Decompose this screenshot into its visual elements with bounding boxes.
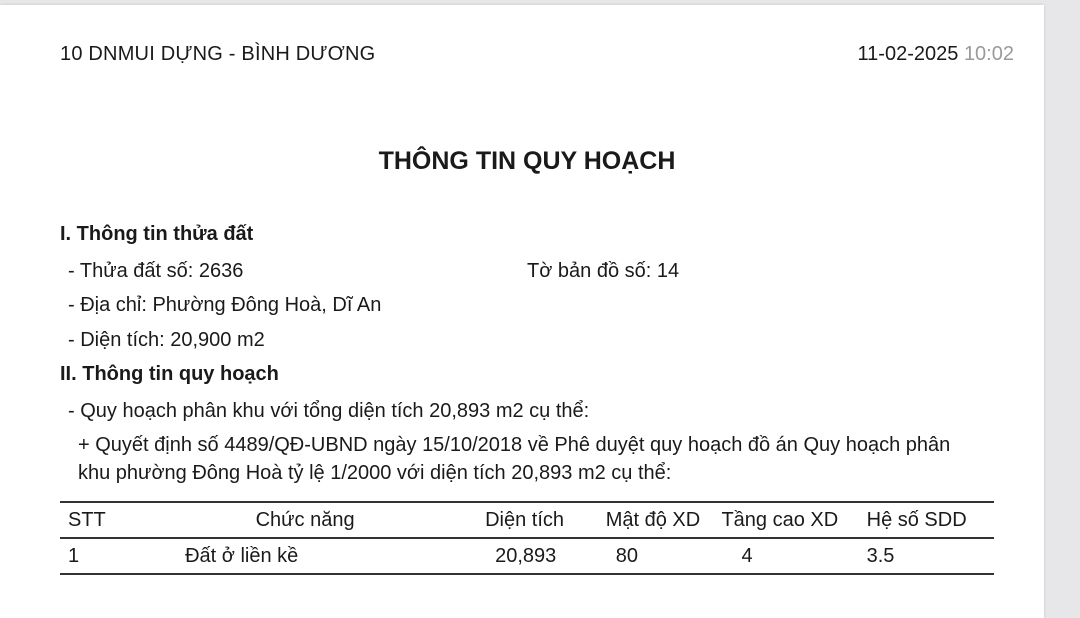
table-header-row: [60, 502, 994, 538]
table-row: [60, 538, 994, 574]
planning-decision-continued: khu phường Đông Hoà tỷ lệ 1/2000 với diện tích 20,893 m2 cụ thể:: [78, 462, 672, 484]
col-area: Diện tích: [485, 508, 565, 531]
cell-function: Đất ở liền kề: [185, 544, 299, 567]
header-organization: 10 DNMUI DỰNG - BÌNH DƯƠNG: [60, 43, 376, 65]
document-page: [0, 5, 1044, 618]
page-title: THÔNG TIN QUY HOẠCH: [378, 147, 676, 175]
section-planning-heading: II. Thông tin quy hoạch: [60, 363, 279, 385]
col-function: Chức năng: [255, 508, 355, 531]
planning-table: [60, 501, 994, 575]
col-land-use-coefficient: Hệ số SDD: [866, 508, 967, 531]
header-time: 10:02: [963, 43, 1014, 65]
parcel-address: - Địa chỉ: Phường Đông Hoà, Dĩ An: [68, 294, 382, 316]
col-floors: Tầng cao XD: [721, 508, 839, 531]
header-datetime: [858, 43, 1014, 66]
section-parcel-heading: I. Thông tin thửa đất: [60, 223, 254, 245]
cell-floors: 4: [741, 544, 753, 567]
cell-stt: 1: [68, 544, 80, 567]
cell-land-use-coefficient: 3.5: [866, 544, 895, 567]
planning-summary: - Quy hoạch phân khu với tổng diện tích 20,893 m2 cụ thể:: [68, 400, 590, 422]
cell-density: 80: [615, 544, 638, 567]
col-stt: STT: [68, 508, 106, 531]
planning-decision: + Quyết định số 4489/QĐ-UBND ngày 15/10/2018 về Phê duyệt quy hoạch đồ án Quy hoạch phân: [78, 434, 951, 456]
map-sheet-number: Tờ bản đồ số: 14: [527, 260, 680, 282]
header-date: 11-02-2025: [857, 43, 959, 65]
parcel-area: - Diện tích: 20,900 m2: [68, 329, 265, 351]
col-density: Mật độ XD: [605, 508, 701, 531]
parcel-number: - Thửa đất số: 2636: [68, 260, 244, 282]
cell-area: 20,893: [495, 544, 557, 567]
